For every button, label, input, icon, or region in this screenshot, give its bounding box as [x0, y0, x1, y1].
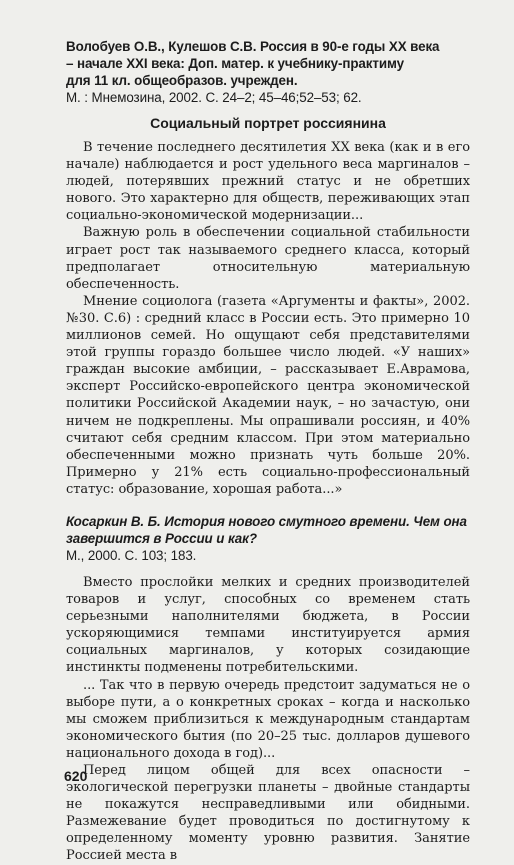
reference-1-line-2: – начале XXI века: Доп. матер. к учебнику-практиму — [66, 56, 404, 71]
paragraph-5: ... Так что в первую очередь предстоит задуматься не о выборе пути, а о конкретных сроках – когда и насколько мы сможем приблизиться к международным стандартам экономического бытия (по 20–25 тыс. долларов душевого национального дохода в год)... — [66, 677, 470, 761]
page-number: 620 — [64, 768, 88, 784]
reference-1 — [66, 38, 470, 106]
reference-1-line-1: Волобуев О.В., Кулешов С.В. Россия в 90-е годы XX века — [66, 39, 440, 54]
reference-2-publisher: М., 2000. С. 103; 183. — [66, 547, 197, 563]
paragraph-6: Перед лицом общей для всех опасности – экологической перегрузки планеты – двойные стандарты не покажутся несправедливыми или обидными. Размежевание будет проводиться по достигнутому к определенному моменту уровню развития. Занятие Россией места в — [66, 763, 470, 864]
section-title: Социальный портрет россиянина — [150, 115, 386, 131]
paragraph-1: В течение последнего десятилетия XX века (как и в его начале) наблюдается и рост удельного веса маргиналов – людей, потерявших прежний статус и не обретших нового. Это характерно для обществ, переживающих этап социально-экономической модернизации... — [66, 140, 470, 224]
paragraph-2: Важную роль в обеспечении социальной стабильности играет рост так называемого среднего класса, который предполагает относительную материальную обеспеченность. — [66, 225, 470, 292]
spacer-2 — [66, 564, 470, 574]
spacer — [66, 498, 470, 513]
paragraph-4: Вместо прослойки мелких и средних производителей товаров и услуг, способных со временем стать серьезными наполнителями бюджета, в России ускоряющимися темпами институируется армия социальных маргиналов, у которых созидающие инстинкты подменены потребительскими. — [66, 574, 470, 676]
reference-2-title: Косаркин В. Б. История нового смутного времени. Чем она завершится в России и как? — [66, 513, 467, 546]
paragraph-3: Мнение социолога (газета «Аргументы и факты», 2002. №30. С.6) : средний класс в России есть. Это примерно 10 миллионов семей. Но ощущают себя представителями этой группы гораздо большее число людей. «У наших» граждан высокие амбиции, – рассказывает Е.Аврамова, эксперт Российско-европейского центра экономической политики Российской Академии наук, – но зачастую, они ничем не подкреплены. Мы опрашивали россиян, и 40% считают себя средним классом. При этом материально обеспеченными можно признать чуть больше 20%. Примерно у 21% есть социально-профессиональный статус: образование, хорошая работа...» — [66, 293, 470, 497]
reference-1-line-3: для 11 кл. общеобразов. учрежден. — [66, 73, 298, 88]
reference-2 — [66, 513, 470, 564]
reference-1-publisher: М. : Мнемозина, 2002. С. 24–2; 45–46;52–53; 62. — [66, 90, 362, 105]
